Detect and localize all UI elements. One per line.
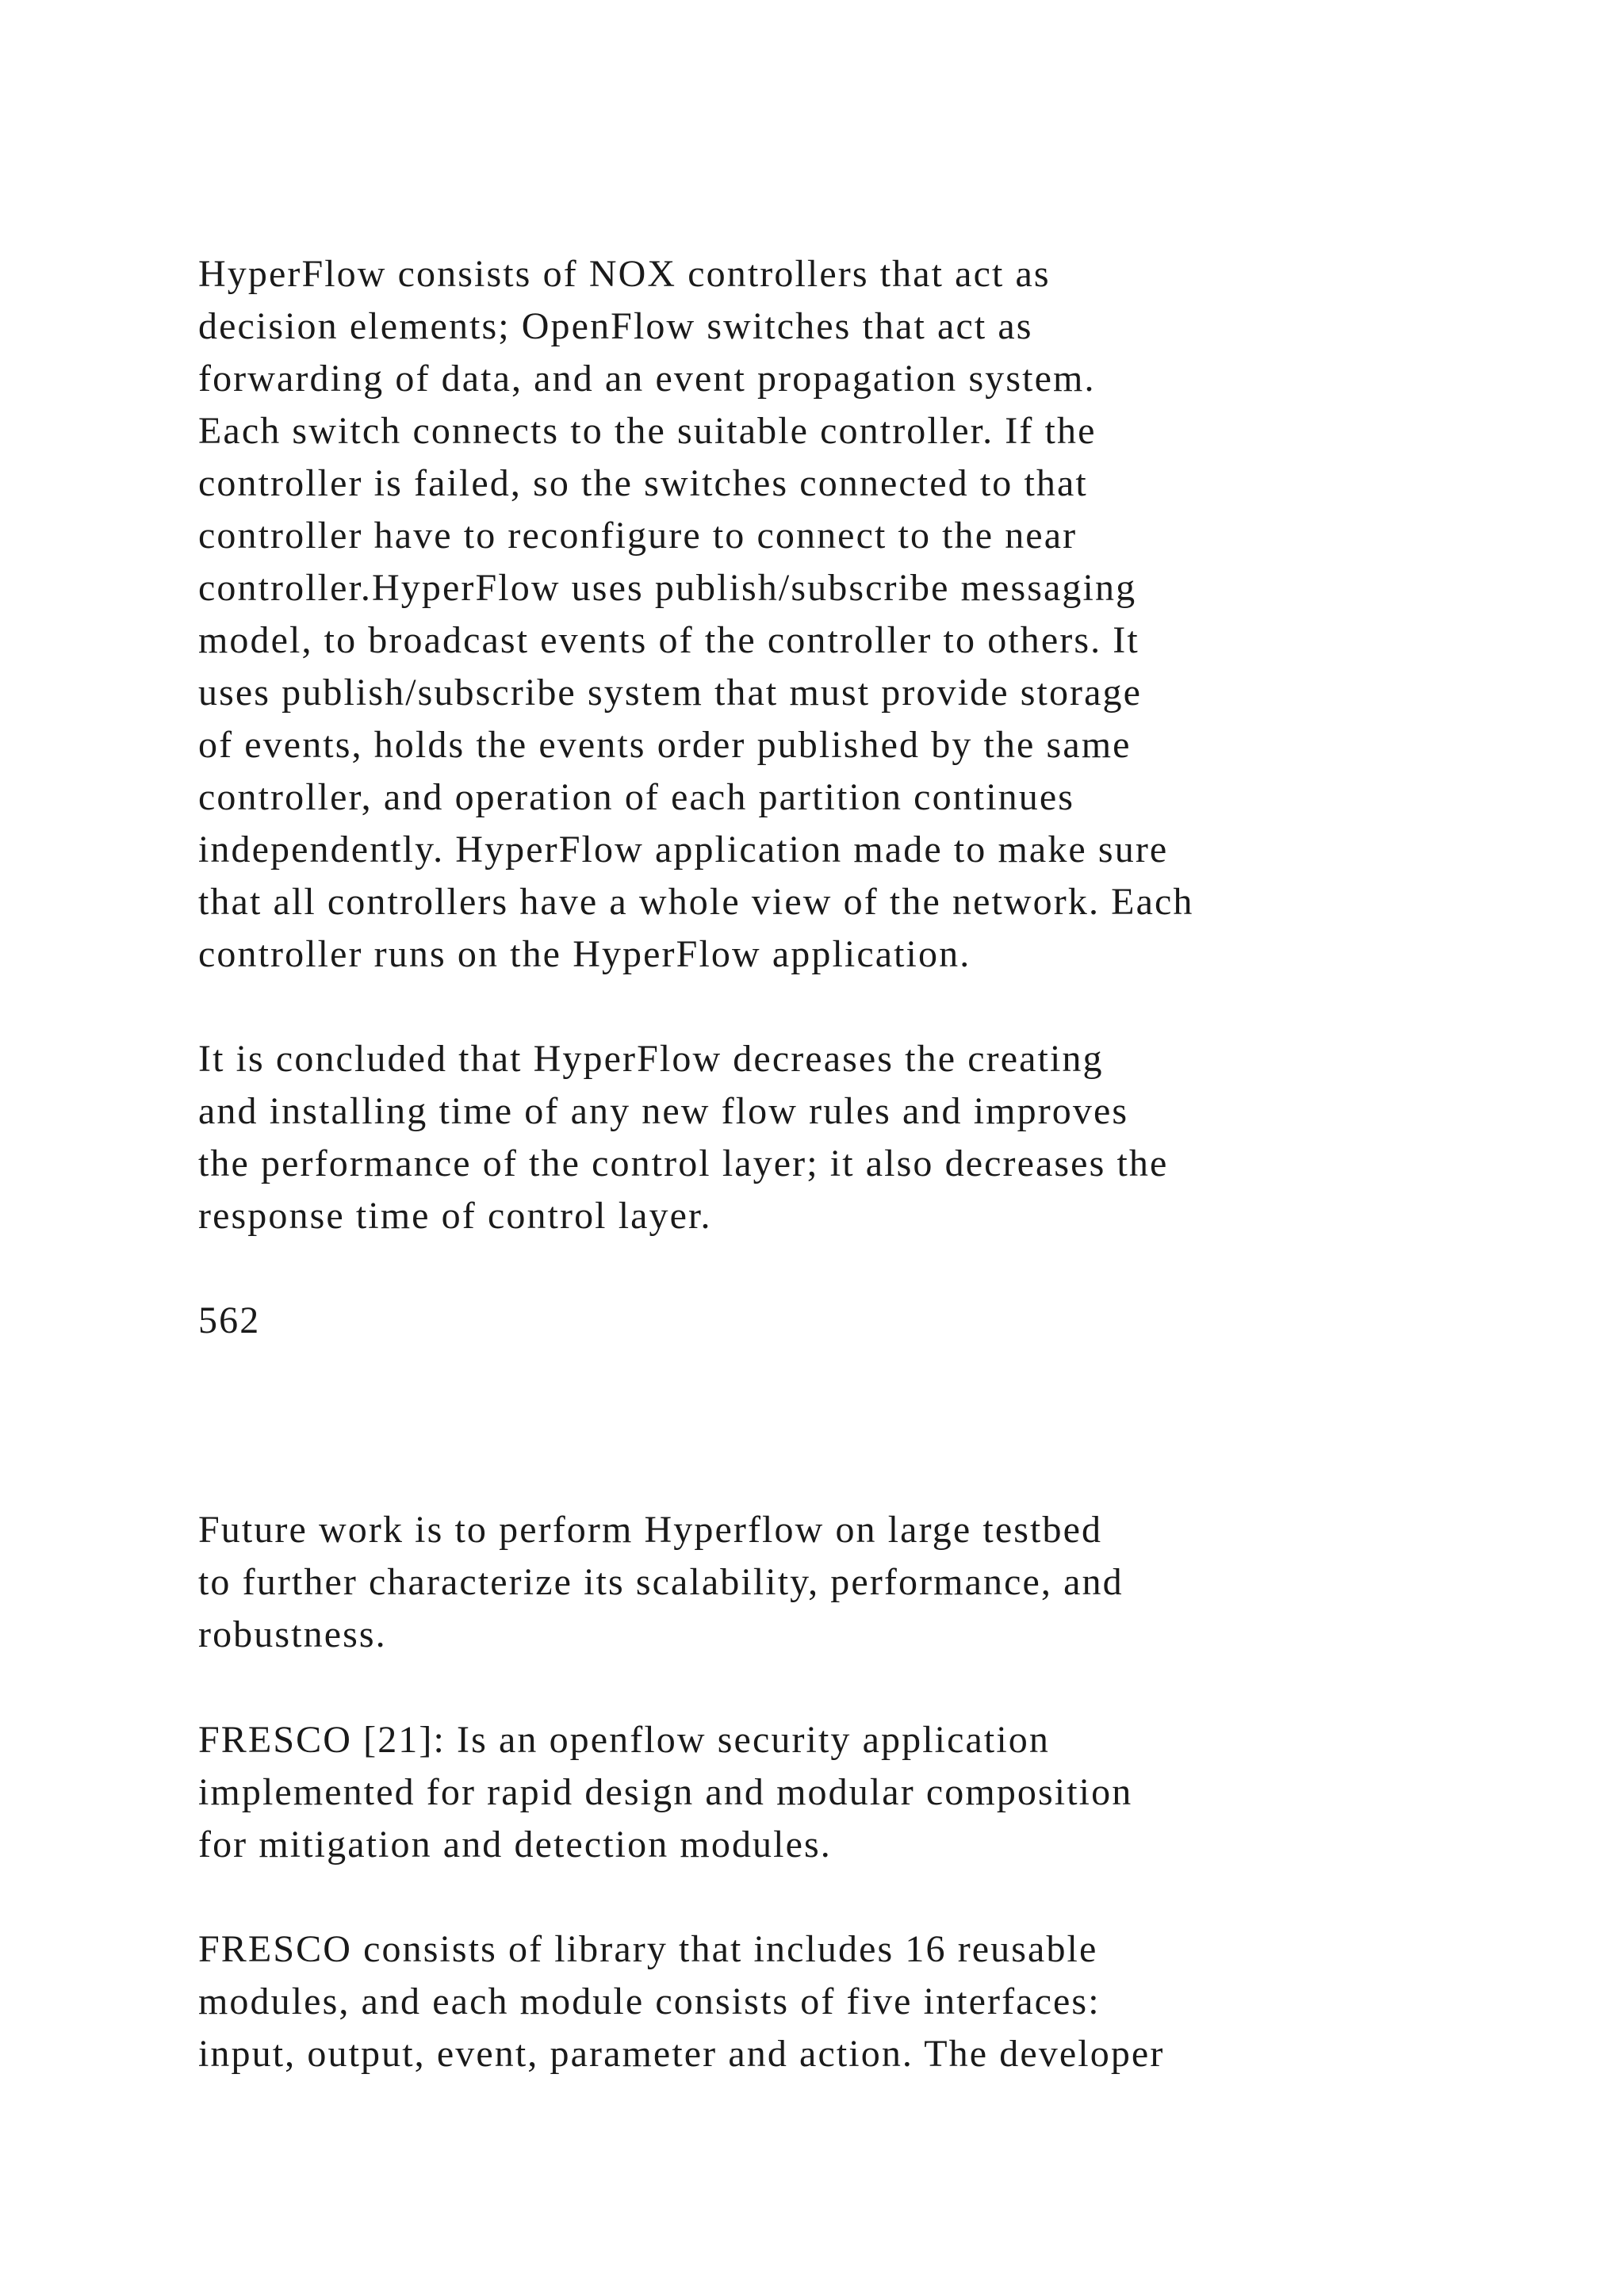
paragraph-fresco-library [198,1923,1164,2080]
text-line: robustness. [198,1613,387,1655]
text-line: to further characterize its scalability, performance, and [198,1561,1124,1603]
text-line: input, output, event, parameter and action. The developer [198,2033,1165,2075]
text-line: and installing time of any new flow rules and improves [198,1090,1129,1132]
text-line: Each switch connects to the suitable controller. If the [198,410,1097,452]
text-line: that all controllers have a whole view of the network. Each [198,881,1194,923]
text-line: FRESCO [21]: Is an openflow security application [198,1719,1050,1761]
paragraph-future-work [198,1504,1124,1661]
text-line: forwarding of data, and an event propagation system. [198,358,1096,400]
text-line: HyperFlow consists of NOX controllers that act as [198,253,1051,295]
page-number [198,1295,260,1347]
paragraph-fresco-intro [198,1714,1132,1871]
text-line: It is concluded that HyperFlow decreases the creating [198,1038,1104,1080]
text-line: FRESCO consists of library that includes 16 reusable [198,1928,1098,1970]
text-line: of events, holds the events order published by the same [198,724,1132,766]
text-line: controller.HyperFlow uses publish/subscribe messaging [198,567,1137,609]
text-line: controller have to reconfigure to connect to the near [198,515,1078,557]
text-line: for mitigation and detection modules. [198,1823,832,1866]
text-line: independently. HyperFlow application made to make sure [198,828,1169,871]
text-line: controller, and operation of each partition continues [198,776,1075,818]
text-line: modules, and each module consists of five interfaces: [198,1980,1101,2022]
text-line: implemented for rapid design and modular composition [198,1771,1133,1813]
paragraph-hyperflow-conclusion [198,1033,1168,1242]
text-line: uses publish/subscribe system that must provide storage [198,672,1143,714]
text-line: the performance of the control layer; it also decreases the [198,1142,1169,1184]
text-line: controller is failed, so the switches connected to that [198,462,1088,504]
text-line: model, to broadcast events of the controller to others. It [198,619,1139,661]
text-line: decision elements; OpenFlow switches that act as [198,305,1033,347]
page-number-text: 562 [198,1299,261,1341]
text-line: response time of control layer. [198,1195,712,1237]
text-line: Future work is to perform Hyperflow on large testbed [198,1509,1103,1551]
text-line: controller runs on the HyperFlow application. [198,933,971,975]
paragraph-hyperflow-architecture [198,248,1194,981]
